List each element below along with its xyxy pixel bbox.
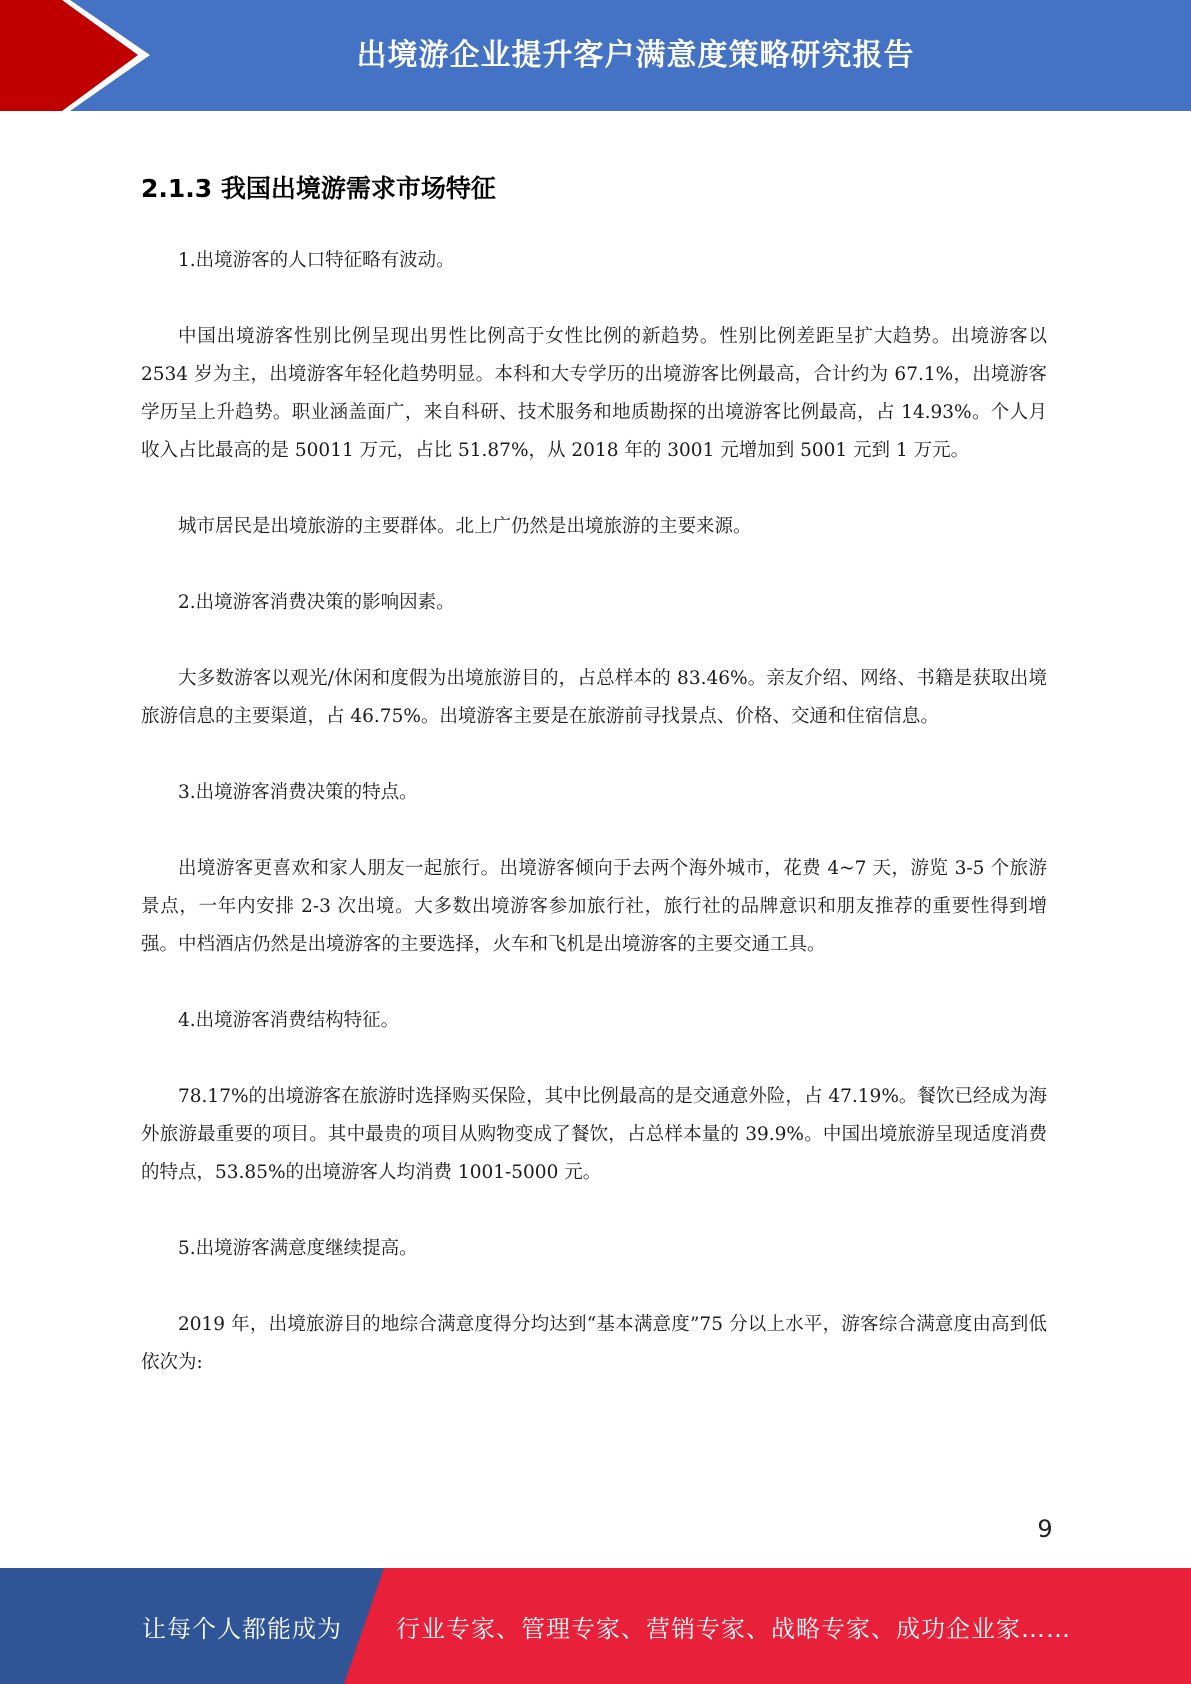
page-number: 9 xyxy=(1037,1515,1053,1543)
header-chevron-icon xyxy=(0,0,160,111)
paragraph: 1.出境游客的人口特征略有波动。 xyxy=(178,250,455,271)
section-heading: 2.1.3 我国出境游需求市场特征 xyxy=(141,174,496,203)
page-content xyxy=(141,160,1047,1420)
paragraph: 出境游客更喜欢和家人朋友一起旅行。出境游客倾向于去两个海外城市，花费 4~7 天，游览 3-5 个旅游景点，一年内安排 2-3 次出境。大多数出境游客参加旅行社，旅行社的品牌意识和朋友推荐的重要性得到增强。中档酒店仍然是出境游客的主要选择，火车和飞机是出境游客的主要交通工具。 xyxy=(141,858,1047,955)
paragraph: 城市居民是出境旅游的主要群体。北上广仍然是出境旅游的主要来源。 xyxy=(178,516,752,537)
page-header xyxy=(0,0,1191,111)
paragraph: 2019 年，出境旅游目的地综合满意度得分均达到“基本满意度”75 分以上水平，游客综合满意度由高到低依次为: xyxy=(141,1314,1047,1373)
footer-slogan-left: 让每个人都能成为 xyxy=(142,1614,342,1643)
footer-slogan-right: 行业专家、管理专家、营销专家、战略专家、成功企业家…… xyxy=(396,1614,1071,1643)
report-title: 出境游企业提升客户满意度策略研究报告 xyxy=(356,38,915,73)
paragraph: 中国出境游客性别比例呈现出男性比例高于女性比例的新趋势。性别比例差距呈扩大趋势。出境游客以 2534 岁为主，出境游客年轻化趋势明显。本科和大专学历的出境游客比例最高，合计约为 67.1%，出境游客学历呈上升趋势。职业涵盖面广，来自科研、技术服务和地质勘探的出境游客比例最高，占 14.93%。个人月收入占比最高的是 50011 万元，占比 51.87%，从 2018 年的 3001 元增加到 5001 元到 1 万元。 xyxy=(141,326,1047,461)
paragraph: 大多数游客以观光/休闲和度假为出境旅游目的，占总样本的 83.46%。亲友介绍、网络、书籍是获取出境旅游信息的主要渠道，占 46.75%。出境游客主要是在旅游前寻找景点、价格、交通和住宿信息。 xyxy=(141,668,1047,727)
paragraph: 5.出境游客满意度继续提高。 xyxy=(178,1238,418,1259)
paragraph: 2.出境游客消费决策的影响因素。 xyxy=(178,592,455,613)
paragraph: 3.出境游客消费决策的特点。 xyxy=(178,782,418,803)
paragraph: 78.17%的出境游客在旅游时选择购买保险，其中比例最高的是交通意外险，占 47.19%。餐饮已经成为海外旅游最重要的项目。其中最贵的项目从购物变成了餐饮，占总样本量的 39.9%。中国出境旅游呈现适度消费的特点，53.85%的出境游客人均消费 1001-5000 元。 xyxy=(141,1086,1047,1183)
paragraph: 4.出境游客消费结构特征。 xyxy=(178,1010,400,1031)
page-footer xyxy=(0,1568,1191,1684)
